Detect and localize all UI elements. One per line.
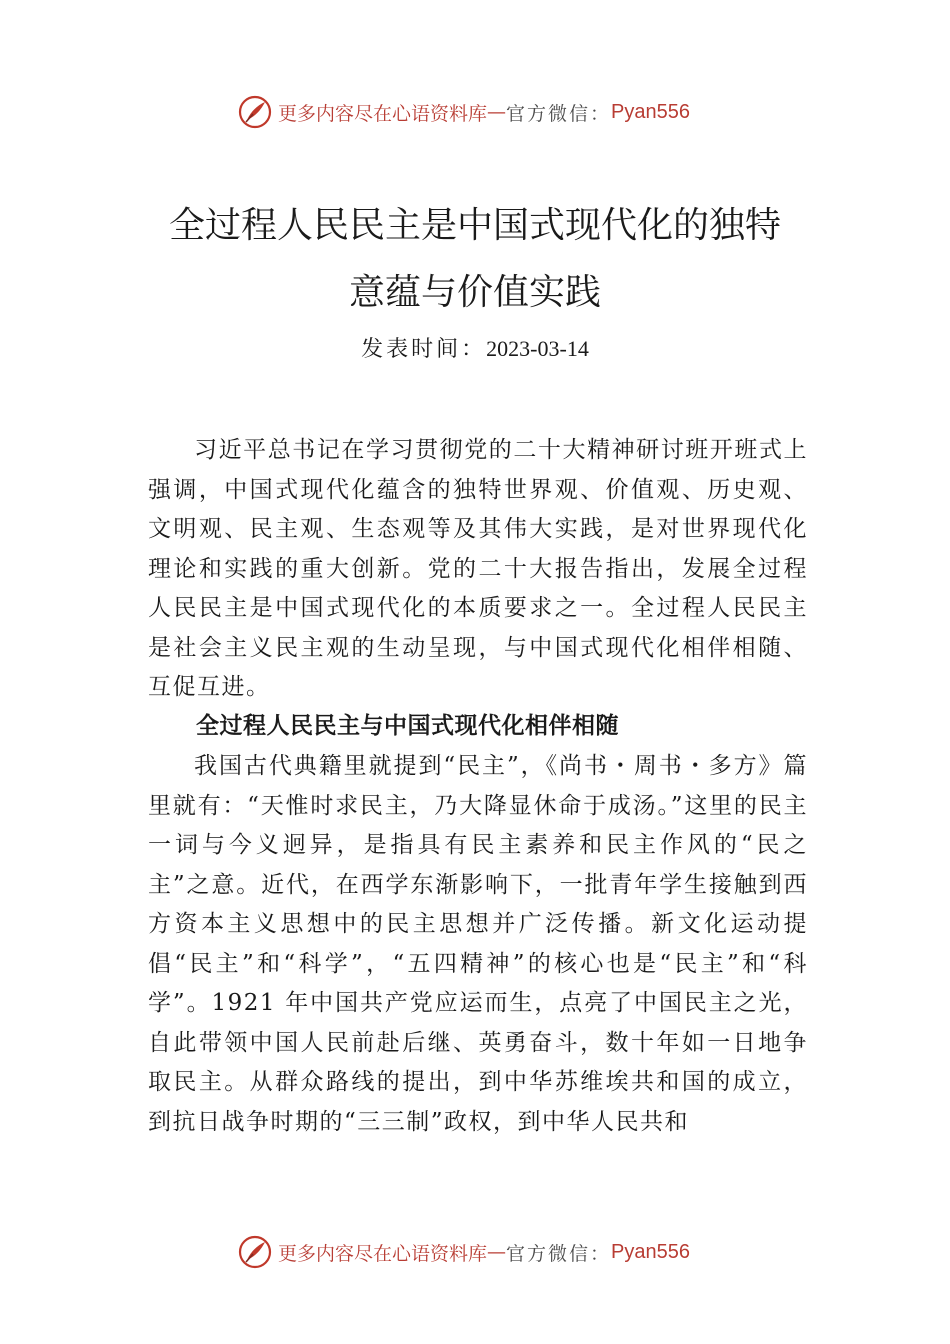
body-paragraph-1: 习近平总书记在学习贯彻党的二十大精神研讨班开班式上强调，中国式现代化蕴含的独特世界观、价值观、历史观、文明观、民主观、生态观等及其伟大实践，是对世界现代化理论和实践的重大创新。党的二十大报告指出，发展全过程人民民主是中国式现代化的本质要求之一。全过程人民民主是社会主义民主观的生动呈现，与中国式现代化相伴相随、互促互进。: [148, 437, 808, 700]
publish-date-value: 2023-03-14: [486, 336, 589, 361]
banner-wechat-id: Pyan556: [611, 100, 690, 123]
banner-text: 更多内容尽在心语资料库: [278, 1242, 488, 1265]
feather-pen-logo-icon: [238, 95, 272, 129]
publish-date-label: 发表时间：: [361, 337, 487, 362]
header-banner: [0, 92, 950, 132]
body-paragraph-2: 我国古代典籍里就提到“民主”，《尚书・周书・多方》篇里就有：“天惟时求民主，乃大降显休命于成汤。”这里的民主一词与今义迥异，是指具有民主素养和民主作风的“民之主”之意。近代，在西学东渐影响下，一批青年学生接触到西方资本主义思想中的民主思想并广泛传播。新文化运动提倡“民主”和“科学”，“五四精神”的核心也是“民主”和“科学”。1921 年中国共产党应运而生，点亮了中国民主之光，自此带领中国人民前赴后继、英勇奋斗，数十年如一日地争取民主。从群众路线的提出，到中华苏维埃共和国的成立，到抗日战争时期的“三三制”政权，到中华人民共和: [148, 753, 808, 1135]
banner-separator: —: [487, 101, 507, 123]
footer-banner: [0, 1232, 950, 1272]
publish-date: [100, 334, 850, 365]
feather-pen-logo-icon: [238, 1235, 272, 1269]
article-title-line-1: 全过程人民民主是中国式现代化的独特: [168, 205, 781, 246]
banner-text: 更多内容尽在心语资料库: [278, 102, 488, 125]
banner-separator: —: [487, 1241, 507, 1263]
banner-wechat-label: 官方微信：: [506, 1242, 612, 1265]
banner-wechat-id: Pyan556: [611, 1240, 690, 1263]
article-title-line-2: 意蕴与价值实践: [348, 272, 601, 313]
section-heading-1: 全过程人民民主与中国式现代化相伴相随: [196, 713, 619, 739]
banner-wechat-label: 官方微信：: [506, 102, 612, 125]
